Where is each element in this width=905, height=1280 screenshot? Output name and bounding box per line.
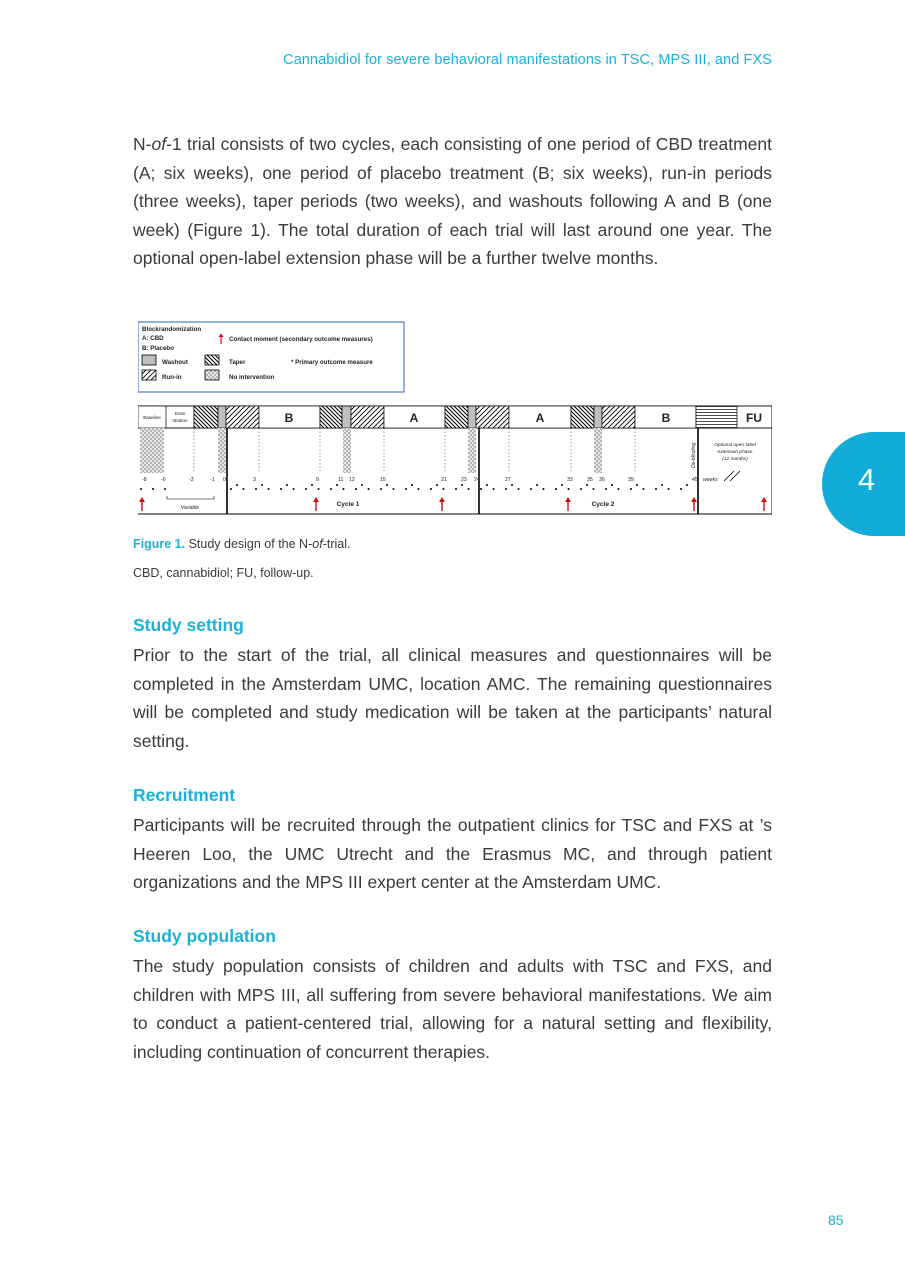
dot: [405, 488, 407, 490]
nointervention-swatch: [205, 370, 219, 380]
dot: [330, 488, 332, 490]
runin-swatch: [142, 370, 156, 380]
tick-label: 21: [441, 477, 447, 483]
contact-arrow-icon: [761, 497, 767, 511]
phase-dose-2: titration: [172, 418, 188, 423]
contact-arrows: [139, 497, 767, 511]
legend-title: Blockrandomization: [142, 326, 202, 333]
dot: [380, 488, 382, 490]
dot: [661, 484, 663, 486]
tick-label: 24: [474, 477, 480, 483]
dot: [643, 488, 645, 490]
figure-legend: [138, 322, 404, 392]
contact-arrow-icon: [139, 497, 145, 511]
phase-b-1: B: [284, 411, 294, 425]
dot: [555, 488, 557, 490]
dot: [280, 488, 282, 490]
cycle-2-label: Cycle 2: [591, 501, 615, 508]
variable-bracket: [167, 496, 214, 499]
dot: [318, 488, 320, 490]
dot: [680, 488, 682, 490]
deblinding-label: De-blinding: [691, 442, 697, 468]
variable-label: Variable: [180, 505, 200, 511]
section-text-study-population: The study population consists of children and adults with TSC and FXS, and children with MPS III, all suffering from severe behavioral manifestations. We aim to conduct a patient-centered trial, allowing for a natural setting and flexibility, including continuation of concurrent therapies.: [133, 956, 772, 1062]
dot: [393, 488, 395, 490]
dot: [355, 488, 357, 490]
phase-a-2: A: [535, 411, 545, 425]
legend-a: A: CBD: [142, 335, 164, 342]
phase-a-1: A: [409, 411, 419, 425]
section-heading-study-population: Study population: [133, 926, 276, 946]
tick-label: 27: [505, 477, 511, 483]
page-number: 85: [828, 1212, 844, 1228]
phase-fu: FU: [746, 411, 762, 425]
dot: [418, 488, 420, 490]
dot: [518, 488, 520, 490]
dot: [286, 484, 288, 486]
legend-nointervention: No intervention: [229, 374, 275, 381]
dot: [436, 484, 438, 486]
optional-3: (12 months): [722, 457, 748, 462]
tick-label: -8: [142, 477, 147, 483]
intro-post: -1 trial consists of two cycles, each consisting of one period of CBD treatment (A; six weeks), one period of placebo treatment (B; six weeks), run-in periods (three weeks), taper periods (two weeks), and washouts following A and B (one week) (Figure 1). The total duration of each trial will last around one year. The optional open-label extension phase will be a further twelve months.: [133, 134, 772, 269]
dot: [343, 488, 345, 490]
tick-label: 0: [223, 477, 226, 483]
dot: [668, 488, 670, 490]
tick-label: 45: [692, 477, 698, 483]
dot: [411, 484, 413, 486]
weeks-label: weeks: [703, 477, 718, 483]
intro-italic: of: [151, 134, 167, 154]
caption-italic: of: [312, 537, 323, 551]
dot: [655, 488, 657, 490]
phase-b-2: B: [661, 411, 671, 425]
tick-label: -6: [161, 477, 166, 483]
chapter-number: 4: [858, 462, 876, 497]
dot: [255, 488, 257, 490]
tick-label: 3: [253, 477, 256, 483]
dot: [586, 484, 588, 486]
tick-label: -3: [189, 477, 194, 483]
dot: [505, 488, 507, 490]
dot: [336, 484, 338, 486]
tick-label: -1: [210, 477, 215, 483]
dot: [530, 488, 532, 490]
chapter-tab: [822, 432, 905, 536]
tick-label: 15: [380, 477, 386, 483]
legend-primary: * Primary outcome measure: [291, 359, 373, 366]
washout-swatch: [142, 355, 156, 365]
figure-caption: [133, 537, 350, 551]
figure-abbreviations: CBD, cannabidiol; FU, follow-up.: [133, 566, 314, 580]
dot: [636, 484, 638, 486]
legend-taper: Taper: [229, 359, 246, 366]
legend-b: B: Placebo: [142, 345, 174, 352]
tick-label: 39: [628, 477, 634, 483]
contact-arrow-icon: [313, 497, 319, 511]
dot: [580, 488, 582, 490]
intro-paragraph: [133, 130, 772, 273]
dot: [543, 488, 545, 490]
phase-baseline: Baseline: [143, 415, 161, 420]
dot: [152, 488, 154, 490]
dot: [430, 488, 432, 490]
dot: [140, 488, 142, 490]
dot: [536, 484, 538, 486]
dot: [311, 484, 313, 486]
figure-label: Figure 1.: [133, 537, 186, 551]
dot: [568, 488, 570, 490]
dot: [686, 484, 688, 486]
legend-runin: Run-in: [162, 374, 182, 381]
dot: [461, 484, 463, 486]
dot: [305, 488, 307, 490]
intro-pre: N-: [133, 134, 152, 154]
dot: [486, 484, 488, 486]
dot: [261, 484, 263, 486]
tick-label: 12: [349, 477, 355, 483]
running-title: Cannabidiol for severe behavioral manifestations in TSC, MPS III, and FXS: [283, 52, 772, 68]
dot: [243, 488, 245, 490]
dot: [605, 488, 607, 490]
dot: [630, 488, 632, 490]
cycle-1-label: Cycle 1: [336, 501, 360, 508]
taper-swatch: [205, 355, 219, 365]
dot: [386, 484, 388, 486]
dot: [230, 488, 232, 490]
phase-dose-1: Dose: [174, 411, 186, 416]
legend-washout: Washout: [162, 359, 188, 366]
dot: [443, 488, 445, 490]
contact-arrow-icon: [565, 497, 571, 511]
contact-arrow-icon: [691, 497, 697, 511]
tick-label: 35: [587, 477, 593, 483]
dot: [268, 488, 270, 490]
dot: [593, 488, 595, 490]
caption-pre: Study design of the N-: [185, 537, 313, 551]
dot: [561, 484, 563, 486]
section-heading-recruitment: Recruitment: [133, 785, 236, 805]
dot: [361, 484, 363, 486]
dot: [611, 484, 613, 486]
dot: [368, 488, 370, 490]
dot: [618, 488, 620, 490]
section-text-study-setting: Prior to the start of the trial, all clinical measures and questionnaires will be completed in the Amsterdam UMC, location AMC. The remaining questionnaires will be completed and study medication will be taken at the participants’ natural setting.: [133, 645, 772, 751]
optional-1: Optional open-label: [714, 443, 756, 448]
dot: [493, 488, 495, 490]
study-design-figure: [138, 318, 772, 518]
optional-2: extension phase: [717, 450, 753, 455]
tick-label: 33: [567, 477, 573, 483]
dot: [480, 488, 482, 490]
caption-post: -trial.: [322, 537, 351, 551]
tick-label: 9: [316, 477, 319, 483]
dot: [164, 488, 166, 490]
legend-contact: Contact moment (secondary outcome measures): [229, 336, 373, 343]
measurement-dots: [140, 484, 688, 490]
dot: [511, 484, 513, 486]
tick-label: 36: [599, 477, 605, 483]
phase-bar: [138, 406, 772, 428]
dot: [455, 488, 457, 490]
dot: [468, 488, 470, 490]
contact-arrow-icon: [439, 497, 445, 511]
axis-break-icon: [724, 471, 740, 481]
section-text-recruitment: Participants will be recruited through the outpatient clinics for TSC and FXS at ’s Heeren Loo, the UMC Utrecht and the Erasmus MC, and through patient organizations and the MPS III expert center at the Amsterdam UMC.: [133, 815, 772, 893]
dot: [293, 488, 295, 490]
tick-label: 23: [461, 477, 467, 483]
dot: [236, 484, 238, 486]
week-ticks: [142, 477, 718, 483]
tick-label: 11: [338, 477, 344, 483]
section-heading-study-setting: Study setting: [133, 615, 244, 635]
